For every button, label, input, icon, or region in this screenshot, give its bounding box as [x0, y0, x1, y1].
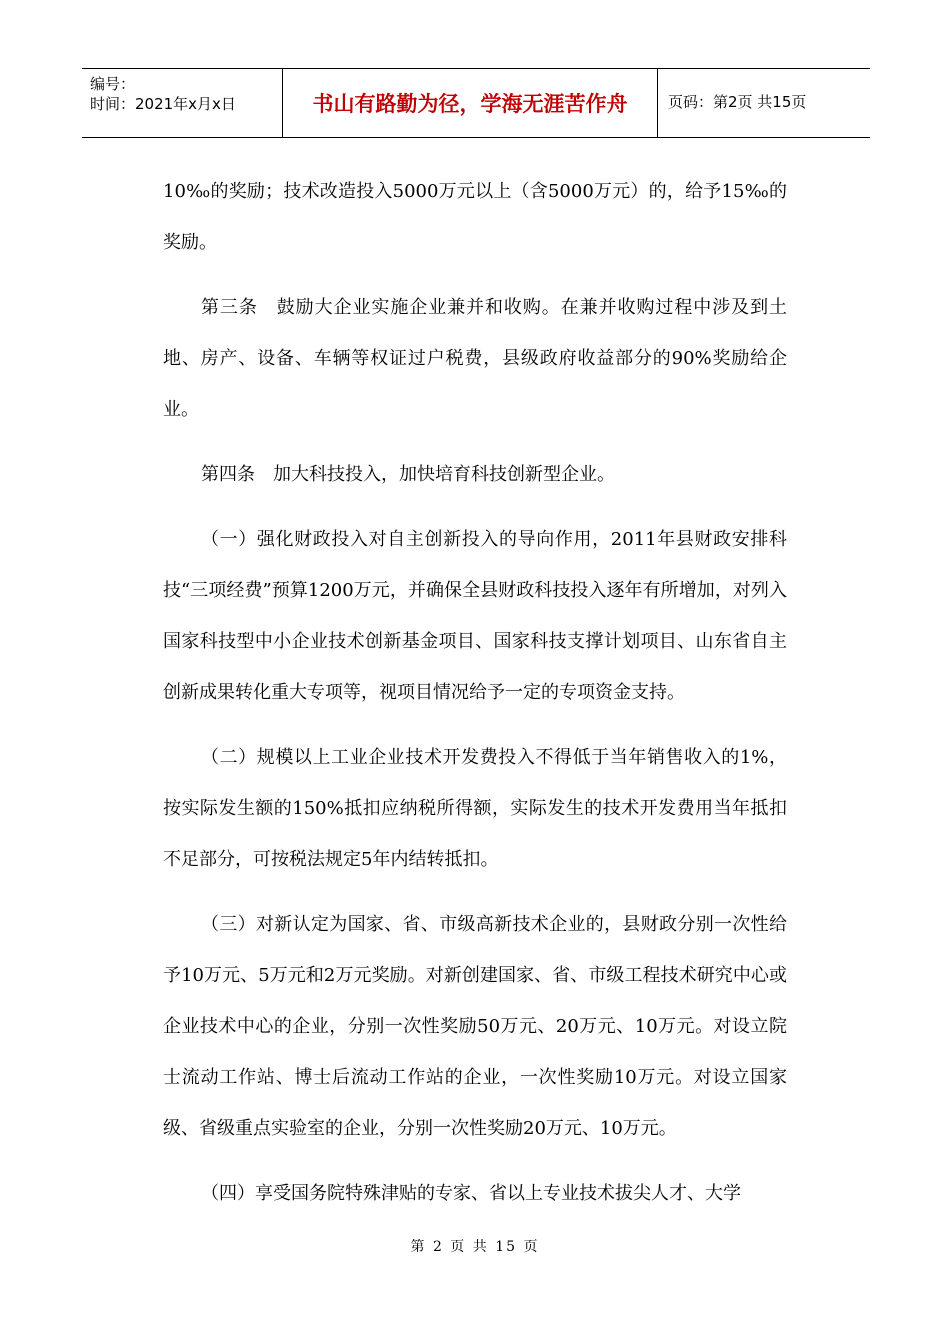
document-date-label: 时间：2021年x月x日 [90, 95, 236, 113]
paragraph-item-1: （一）强化财政投入对自主创新投入的导向作用，2011年县财政安排科技“三项经费”预算1200万元，并确保全县财政科技投入逐年有所增加，对列入国家科技型中小企业技术创新基金项目、国家科技支撑计划项目、山东省自主创新成果转化重大专项等，视项目情况给予一定的专项资金支持。 [163, 529, 787, 703]
header-divider [657, 69, 658, 137]
header-page-indicator: 页码：第2页 共15页 [668, 93, 807, 111]
document-number-label: 编号： [90, 75, 136, 93]
page-footer: 第 2 页 共 15 页 [410, 1239, 540, 1255]
document-body [163, 166, 787, 1233]
paragraph-item-2: （二）规模以上工业企业技术开发费投入不得低于当年销售收入的1%，按实际发生额的150%抵扣应纳税所得额，实际发生的技术开发费用当年抵扣不足部分，可按税法规定5年内结转抵扣。 [163, 747, 787, 870]
paragraph-article-3: 第三条 鼓励大企业实施企业兼并和收购。在兼并收购过程中涉及到土地、房产、设备、车辆等权证过户税费，县级政府收益部分的90%奖励给企业。 [163, 297, 787, 420]
paragraph-item-4: （四）享受国务院特殊津贴的专家、省以上专业技术拔尖人才、大学 [201, 1183, 741, 1204]
paragraph-item-3: （三）对新认定为国家、省、市级高新技术企业的，县财政分别一次性给予10万元、5万元和2万元奖励。对新创建国家、省、市级工程技术研究中心或企业技术中心的企业，分别一次性奖励50万元、20万元、10万元。对设立院士流动工作站、博士后流动工作站的企业，一次性奖励10万元。对设立国家级、省级重点实验室的企业，分别一次性奖励20万元、10万元。 [163, 914, 787, 1139]
paragraph-continuation: 10‰的奖励；技术改造投入5000万元以上（含5000万元）的，给予15‰的奖励。 [163, 181, 787, 253]
header-motto: 书山有路勤为径，学海无涯苦作舟 [312, 92, 628, 116]
header-meta [82, 69, 282, 137]
page-header [82, 68, 870, 138]
paragraph-article-4: 第四条 加大科技投入，加快培育科技创新型企业。 [201, 464, 615, 485]
